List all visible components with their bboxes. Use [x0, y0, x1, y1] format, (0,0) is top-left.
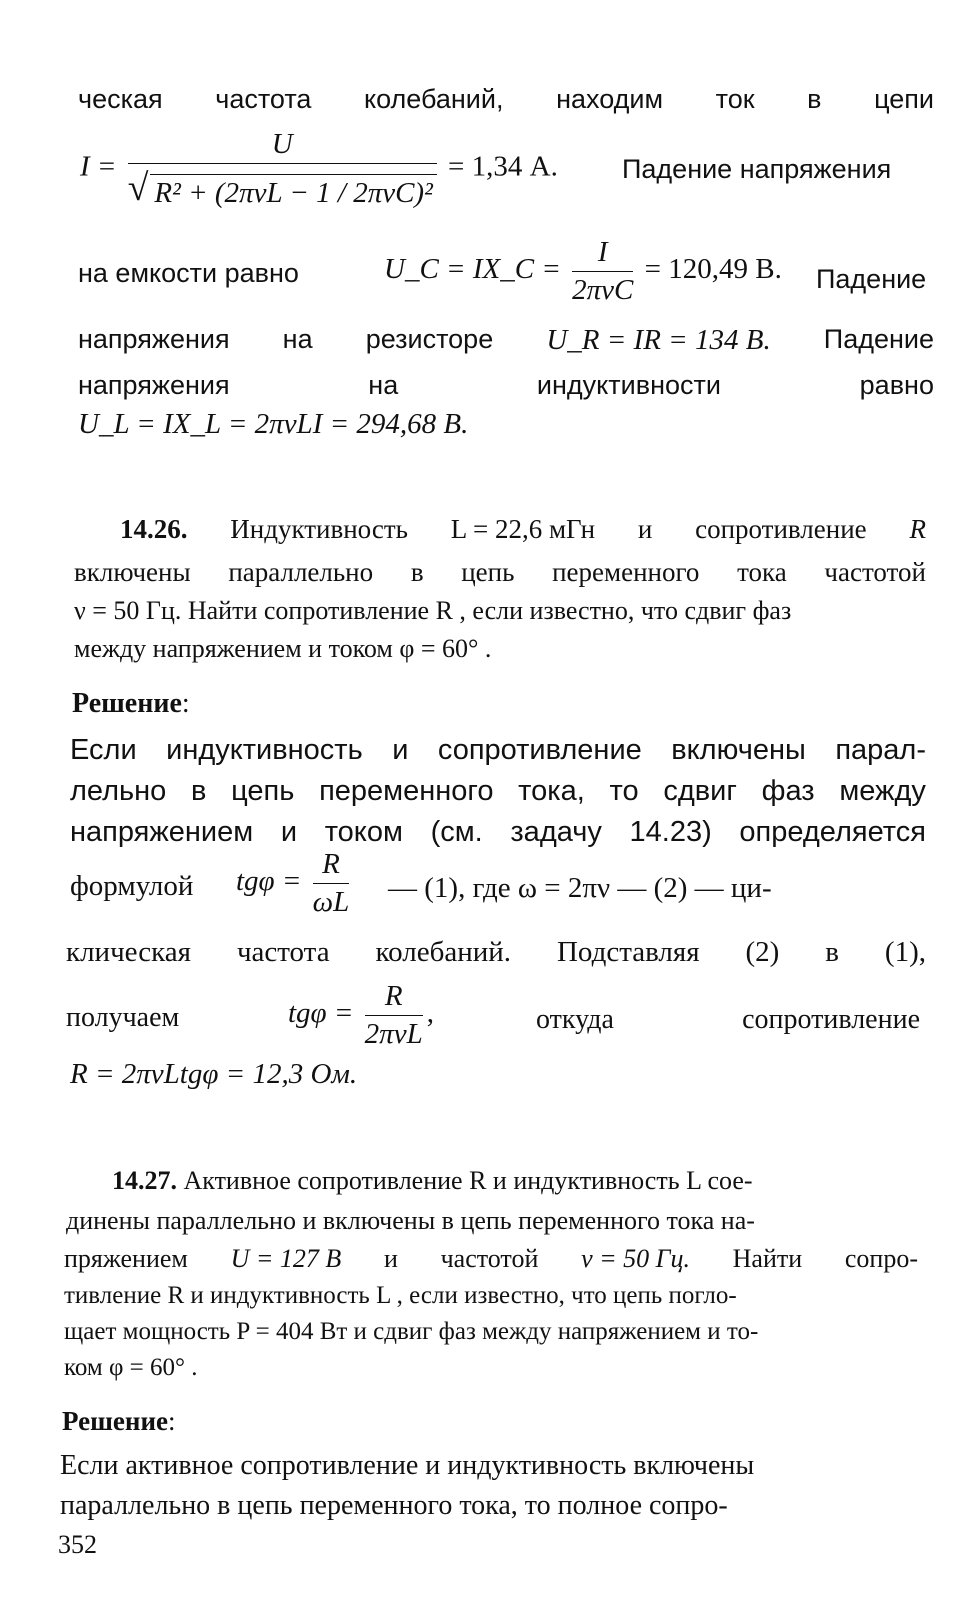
tg-phi-formula-1: tgφ = $\frac{R}{\omega L}$	[236, 848, 350, 918]
prev-line-3-lead: на емкости равно	[78, 258, 299, 288]
problem-number: 14.26.	[120, 514, 188, 544]
prev-line-2-tail: Падение напряжения	[622, 154, 892, 184]
tg-phi-formula-2: tgφ = $\frac{R}{\text{2πνL}}$ ,	[288, 980, 434, 1050]
problem-14-27-line-4: тивление R и индуктивность L , если известно, что цепь погло-	[64, 1282, 737, 1309]
problem-14-27-line-2: динены параллельно и включены в цепь переменного тока на-	[66, 1206, 755, 1235]
solution-14-26-line-2: лельно в цепь переменного тока, то сдвиг фаз между	[70, 775, 926, 807]
solution-14-26-line-6-tail: откуда сопротивление	[536, 1004, 920, 1035]
capacitor-voltage-formula: U_C = IX_C = $\frac{I}{\text{2πνC}}$ = 120,49 В.	[384, 236, 782, 306]
sqrt-icon: √	[127, 167, 149, 209]
problem-14-26-line-4: между напряжением и током φ = 60° .	[74, 634, 492, 663]
page-number: 352	[58, 1530, 97, 1559]
solution-14-27-line-2: параллельно в цепь переменного тока, то полное сопро-	[60, 1490, 728, 1521]
solution-14-26-result: R = 2πνLtgφ = 12,3 Ом.	[70, 1058, 358, 1090]
solution-14-26-line-6-lead: получаем	[66, 1002, 180, 1033]
solution-14-26-line-4-mid: — (1), где ω = 2πν — (2) — ци-	[388, 872, 772, 904]
problem-14-26-line-2: включены параллельно в цепь переменного тока частотой	[74, 557, 926, 587]
problem-14-26-line-1: 14.26. Индуктивность L = 22,6 мГн и сопротивление R	[120, 514, 926, 544]
prev-line-5: напряжения на индуктивности равно	[78, 370, 934, 400]
prev-line-4: напряжения на резисторе U_R = IR = 134 В. Падение	[78, 324, 934, 356]
problem-14-26-line-3: ν = 50 Гц. Найти сопротивление R , если известно, что сдвиг фаз	[74, 596, 792, 625]
solution-heading-14-26: Решение:	[72, 688, 190, 719]
prev-line-3-tail: Падение	[816, 264, 927, 294]
prev-line-1: ческая частота колебаний, находим ток в цепи	[78, 84, 934, 114]
problem-14-27-line-6: ком φ = 60° .	[64, 1354, 198, 1381]
problem-14-27-line-5: щает мощность P = 404 Вт и сдвиг фаз между напряжением и то-	[64, 1318, 759, 1345]
current-fraction: $\frac{U}{\text{√ R² + (2πνL − 1 / 2πνC)²}}$	[128, 128, 437, 210]
solution-14-26-line-3: напряжением и током (см. задачу 14.23) определяется	[70, 816, 926, 848]
problem-14-27-line-1: 14.27. Активное сопротивление R и индуктивность L сое-	[112, 1166, 753, 1195]
problem-14-27-line-3: пряжением U = 127 В и частотой ν = 50 Гц. Найти сопро-	[64, 1244, 918, 1273]
solution-heading-14-27: Решение:	[62, 1406, 176, 1436]
problem-number: 14.27.	[112, 1166, 177, 1195]
inductor-voltage-formula: U_L = IX_L = 2πνLI = 294,68 В.	[78, 408, 469, 440]
solution-14-26-line-5: клическая частота колебаний. Подставляя (2) в (1),	[66, 936, 926, 968]
current-formula: I = $\frac{U}{\text{√ R² + (2πνL − 1 / 2πνC)²}}$ = 1,34 А.	[80, 128, 558, 209]
solution-14-27-line-1: Если активное сопротивление и индуктивность включены	[60, 1450, 755, 1481]
solution-14-26-line-4-lead: формулой	[70, 870, 194, 902]
solution-14-26-line-1: Если индуктивность и сопротивление включены парал-	[70, 734, 926, 766]
